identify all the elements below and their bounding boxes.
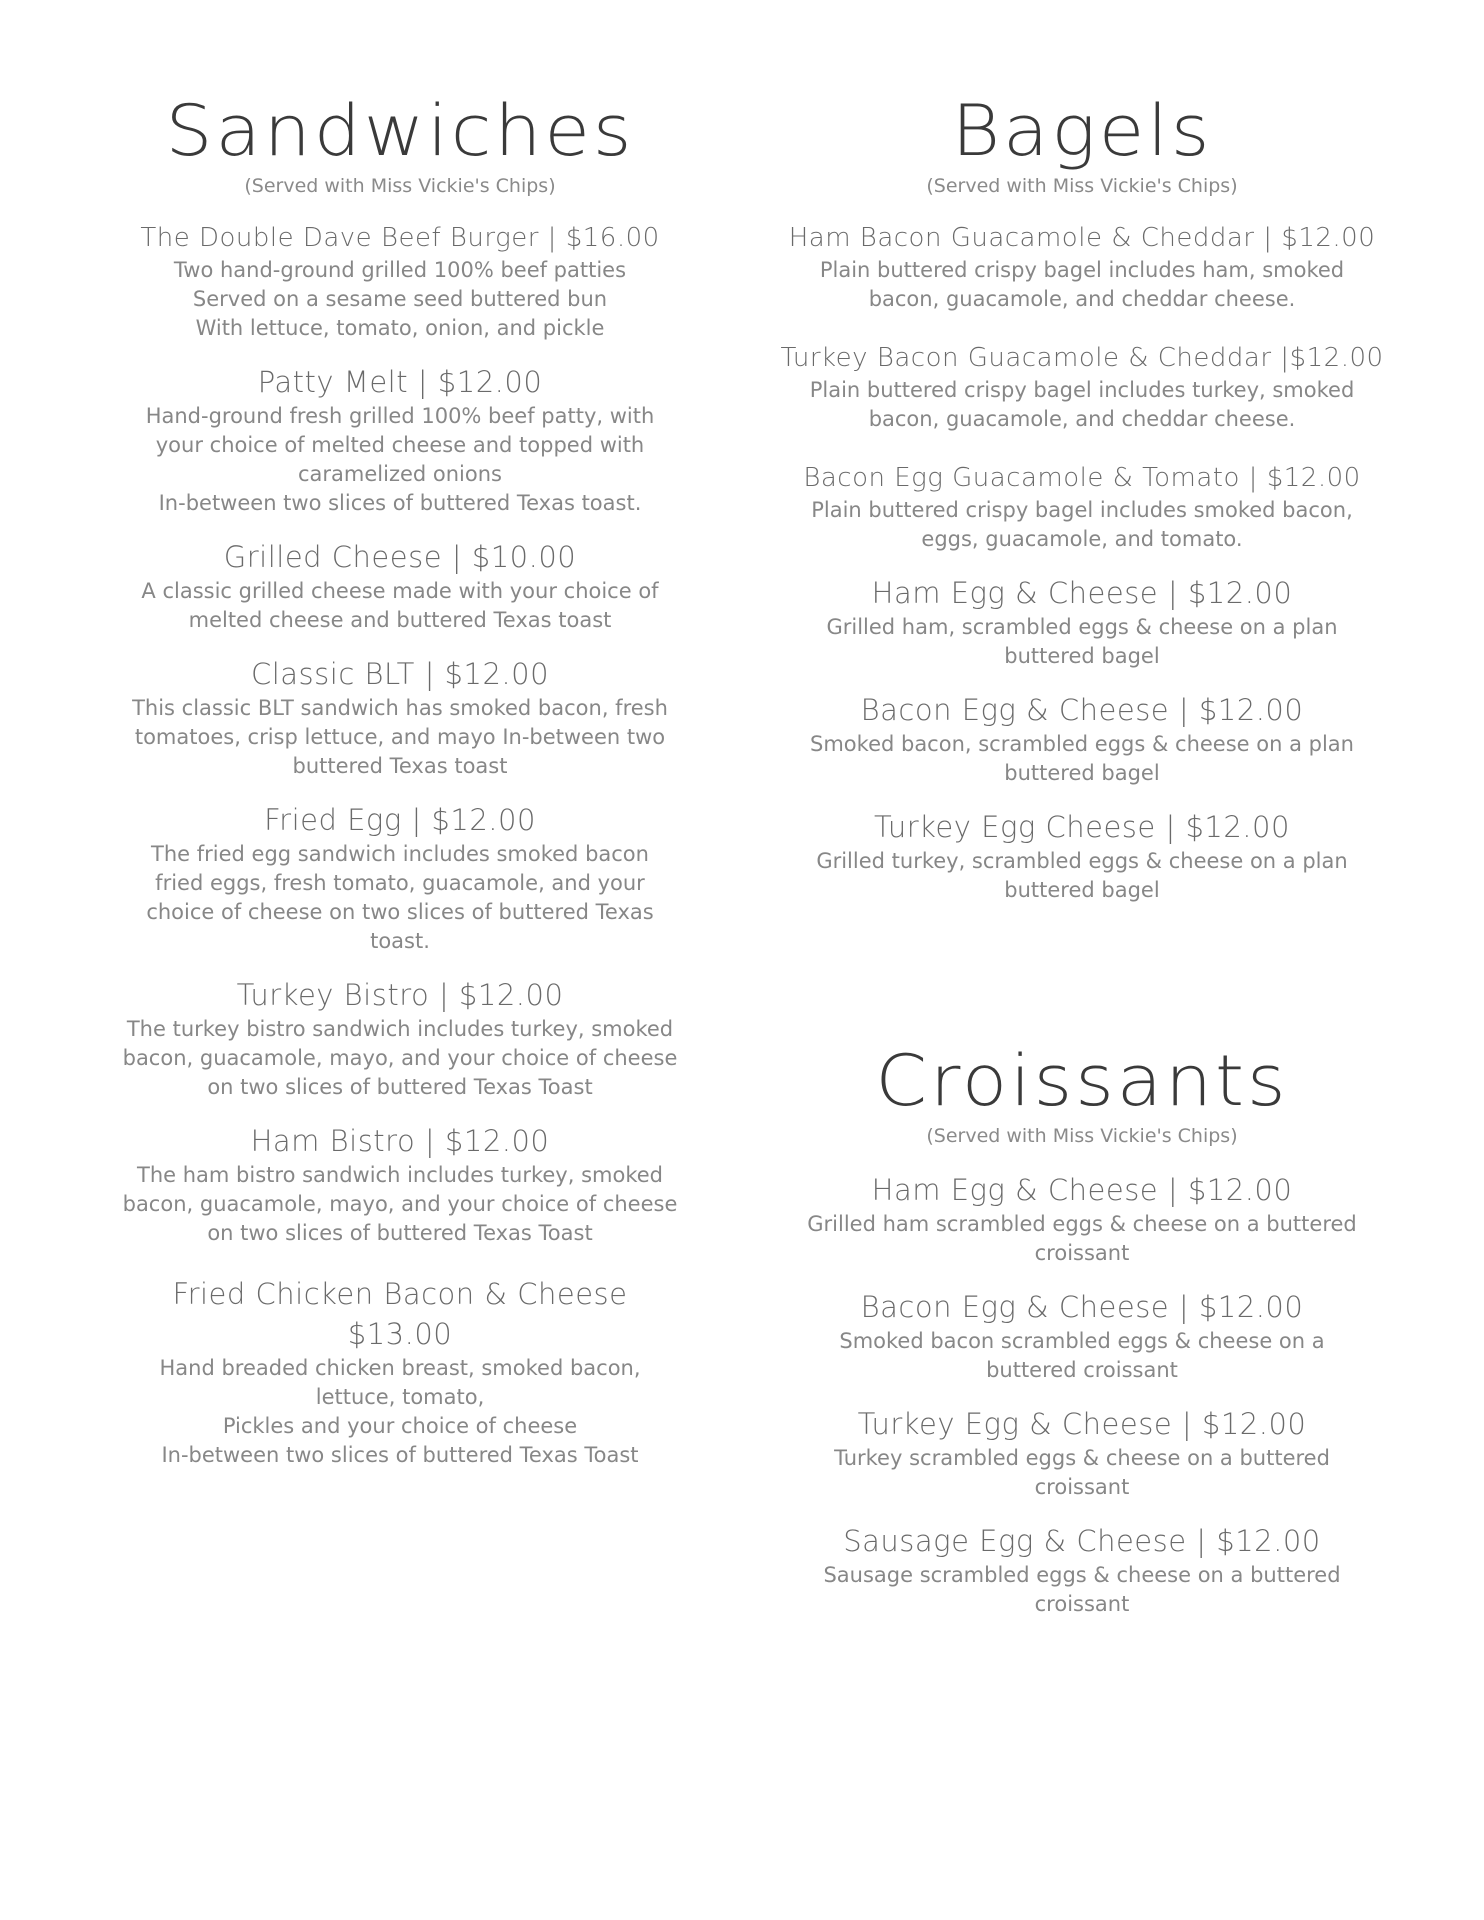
- item-name: Ham Bacon Guacamole & Cheddar | $12.00: [788, 223, 1376, 253]
- description-line: bacon, guacamole, mayo, and your choice of cheese: [122, 1046, 678, 1070]
- item-name: Ham Bistro | $12.00: [250, 1124, 550, 1158]
- description-line: Grilled ham, scrambled eggs & cheese on a plan: [826, 615, 1338, 639]
- menu-item: [70, 1274, 730, 1470]
- croissants-section: [750, 1038, 1414, 1638]
- item-name: Bacon Egg & Cheese | $12.00: [860, 693, 1304, 727]
- item-description: [750, 730, 1414, 788]
- section-title: Bagels: [951, 90, 1213, 172]
- description-line: bacon, guacamole, mayo, and your choice of cheese: [122, 1192, 678, 1216]
- description-line: buttered bagel: [1004, 644, 1160, 668]
- description-line: Hand breaded chicken breast, smoked bacon,: [159, 1356, 641, 1380]
- description-line: Pickles and your choice of cheese: [222, 1414, 578, 1438]
- item-name: Bacon Egg Guacamole & Tomato | $12.00: [803, 463, 1361, 493]
- item-name: Sausage Egg & Cheese | $12.00: [843, 1524, 1321, 1558]
- menu-item: [70, 220, 730, 343]
- item-name: Grilled Cheese | $10.00: [223, 540, 577, 574]
- item-description: [70, 402, 730, 518]
- item-name: The Double Dave Beef Burger | $16.00: [140, 223, 660, 253]
- item-description: [70, 256, 730, 343]
- description-line: The ham bistro sandwich includes turkey, smoked: [137, 1163, 663, 1187]
- item-description: [750, 496, 1414, 554]
- section-subtitle: (Served with Miss Vickie's Chips): [926, 175, 1238, 197]
- description-line: buttered Texas toast: [292, 754, 508, 778]
- item-name: Classic BLT | $12.00: [250, 657, 550, 691]
- description-line: your choice of melted cheese and topped with: [155, 433, 645, 457]
- description-line: Served on a sesame seed buttered bun: [192, 287, 608, 311]
- item-name: Turkey Bacon Guacamole & Cheddar |$12.00: [780, 343, 1384, 373]
- menu-item: [750, 220, 1414, 314]
- description-line: Grilled turkey, scrambled eggs & cheese on a plan: [816, 849, 1348, 873]
- description-line: With lettuce, tomato, onion, and pickle: [195, 316, 605, 340]
- description-line: choice of cheese on two slices of buttered Texas: [146, 900, 654, 924]
- description-line: toast.: [370, 929, 430, 953]
- description-line: A classic grilled cheese made with your choice of: [141, 579, 659, 603]
- item-description: [750, 1210, 1414, 1268]
- description-line: on two slices of buttered Texas Toast: [207, 1221, 593, 1245]
- item-name: Fried Chicken Bacon & Cheese: [172, 1277, 628, 1311]
- item-name: Turkey Egg & Cheese | $12.00: [857, 1407, 1307, 1441]
- description-line: croissant: [1034, 1592, 1130, 1616]
- sandwiches-section: [70, 88, 730, 1489]
- item-name: Ham Egg & Cheese | $12.00: [871, 576, 1293, 610]
- description-line: croissant: [1034, 1475, 1130, 1499]
- menu-item: [70, 654, 730, 781]
- section-subtitle: (Served with Miss Vickie's Chips): [244, 175, 556, 197]
- description-line: tomatoes, crisp lettuce, and mayo In-between two: [134, 725, 666, 749]
- item-name: Fried Egg | $12.00: [264, 803, 536, 837]
- description-line: croissant: [1034, 1241, 1130, 1265]
- item-description: [750, 376, 1414, 434]
- section-title: Croissants: [875, 1040, 1289, 1122]
- description-line: Smoked bacon, scrambled eggs & cheese on a plan: [810, 732, 1354, 756]
- menu-item: [70, 537, 730, 635]
- description-line: Plain buttered crispy bagel includes smoked bacon,: [811, 498, 1353, 522]
- menu-item: [750, 690, 1414, 788]
- description-line: buttered croissant: [986, 1358, 1178, 1382]
- description-line: caramelized onions: [297, 462, 502, 486]
- description-line: In-between two slices of buttered Texas toast.: [158, 491, 642, 515]
- section-title: Sandwiches: [165, 90, 635, 172]
- item-description: [750, 1561, 1414, 1619]
- description-line: In-between two slices of buttered Texas Toast: [161, 1443, 639, 1467]
- menu-item: [750, 573, 1414, 671]
- item-name: Ham Egg & Cheese | $12.00: [871, 1173, 1293, 1207]
- item-description: [70, 1015, 730, 1102]
- item-name: Bacon Egg & Cheese | $12.00: [860, 1290, 1304, 1324]
- item-description: [750, 1327, 1414, 1385]
- item-price: $13.00: [347, 1317, 453, 1351]
- menu-item: [750, 1404, 1414, 1502]
- description-line: The fried egg sandwich includes smoked bacon: [151, 842, 649, 866]
- description-line: This classic BLT sandwich has smoked bacon, fresh: [132, 696, 668, 720]
- description-line: fried eggs, fresh tomato, guacamole, and your: [155, 871, 645, 895]
- menu-item: [750, 460, 1414, 554]
- menu-item: [750, 340, 1414, 434]
- description-line: Plain buttered crispy bagel includes turkey, smoked: [809, 378, 1355, 402]
- item-description: [70, 840, 730, 956]
- menu-item: [70, 1121, 730, 1248]
- menu-item: [750, 1287, 1414, 1385]
- item-name: Patty Melt | $12.00: [257, 365, 543, 399]
- menu-item: [750, 807, 1414, 905]
- description-line: Smoked bacon scrambled eggs & cheese on a: [839, 1329, 1325, 1353]
- item-description: [70, 1354, 730, 1470]
- menu-item: [70, 975, 730, 1102]
- description-line: Sausage scrambled eggs & cheese on a buttered: [823, 1563, 1341, 1587]
- description-line: bacon, guacamole, and cheddar cheese.: [868, 287, 1296, 311]
- description-line: on two slices of buttered Texas Toast: [207, 1075, 593, 1099]
- description-line: bacon, guacamole, and cheddar cheese.: [868, 407, 1296, 431]
- menu-item: [750, 1521, 1414, 1619]
- item-description: [750, 613, 1414, 671]
- item-description: [70, 694, 730, 781]
- description-line: Hand-ground fresh grilled 100% beef patty, with: [145, 404, 655, 428]
- item-description: [750, 847, 1414, 905]
- description-line: eggs, guacamole, and tomato.: [921, 527, 1243, 551]
- description-line: The turkey bistro sandwich includes turkey, smoked: [126, 1017, 674, 1041]
- description-line: buttered bagel: [1004, 761, 1160, 785]
- description-line: Two hand-ground grilled 100% beef patties: [173, 258, 627, 282]
- description-line: Grilled ham scrambled eggs & cheese on a buttered: [807, 1212, 1357, 1236]
- item-name: Turkey Bistro | $12.00: [236, 978, 564, 1012]
- description-line: melted cheese and buttered Texas toast: [188, 608, 612, 632]
- bagels-section: [750, 88, 1414, 924]
- description-line: buttered bagel: [1004, 878, 1160, 902]
- description-line: Plain buttered crispy bagel includes ham, smoked: [819, 258, 1345, 282]
- description-line: lettuce, tomato,: [315, 1385, 485, 1409]
- item-description: [750, 256, 1414, 314]
- menu-item: [70, 362, 730, 518]
- item-description: [750, 1444, 1414, 1502]
- menu-item: [70, 800, 730, 956]
- item-name: Turkey Egg Cheese | $12.00: [874, 810, 1290, 844]
- description-line: Turkey scrambled eggs & cheese on a buttered: [834, 1446, 1330, 1470]
- item-description: [70, 577, 730, 635]
- item-description: [70, 1161, 730, 1248]
- section-subtitle: (Served with Miss Vickie's Chips): [926, 1125, 1238, 1147]
- menu-item: [750, 1170, 1414, 1268]
